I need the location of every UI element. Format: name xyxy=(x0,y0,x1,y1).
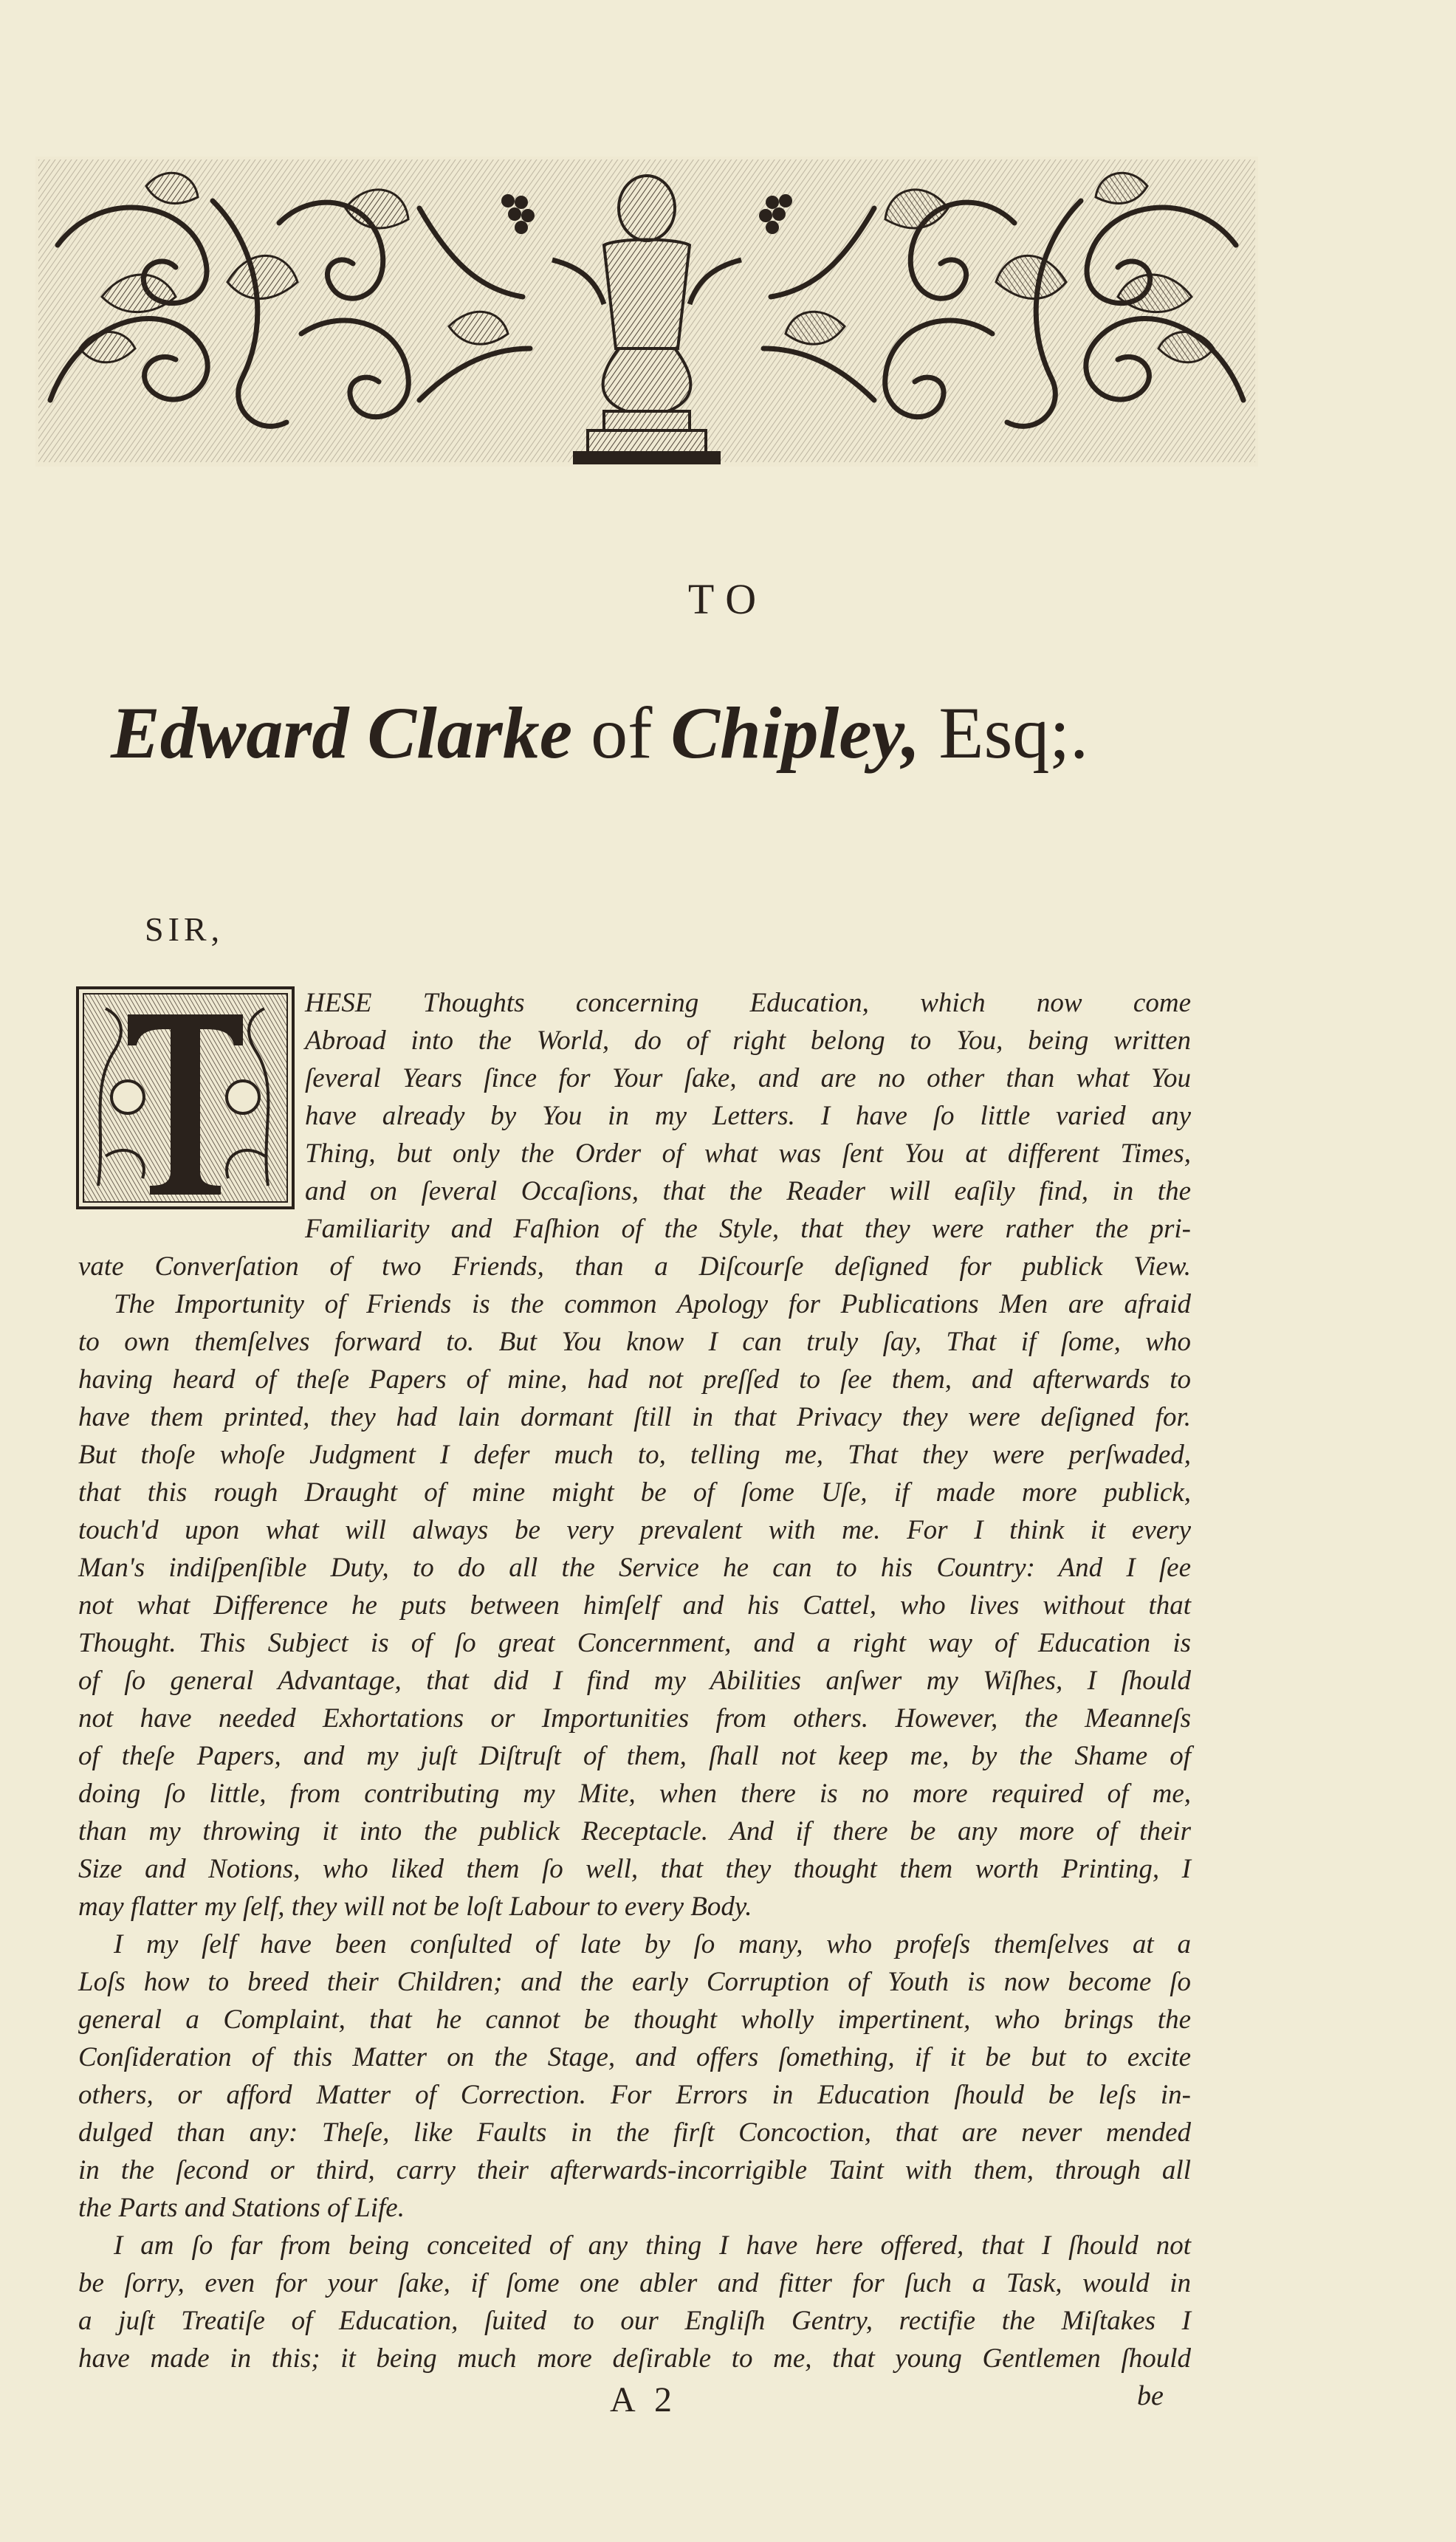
text-line: than my throwing it into the publick Receptacle. And if there be any more of their xyxy=(78,1816,1191,1847)
text-line: Loſs how to breed their Children; and the early Corruption of Youth is now become ſo xyxy=(78,1967,1191,1997)
text-line: a juſt Treatiſe of Education, ſuited to our Engliſh Gentry, rectifie the Miſtakes I xyxy=(78,2306,1191,2336)
text-line: But thoſe whoſe Judgment I defer much to, telling me, That they were perſwaded, xyxy=(78,1440,1191,1470)
text-line: have already by You in my Letters. I have ſo little varied any xyxy=(305,1101,1191,1131)
text-line: general a Complaint, that he cannot be thought wholly impertinent, who brings the xyxy=(78,2005,1191,2035)
text-line: of theſe Papers, and my juſt Diſtruſt of them, ſhall not keep me, by the Shame of xyxy=(78,1741,1191,1771)
text-line: to own themſelves forward to. But You know I can truly ſay, That if ſome, who xyxy=(78,1327,1191,1357)
text-line: Familiarity and Faſhion of the Style, that they were rather the pri- xyxy=(305,1214,1191,1244)
text-line: the Parts and Stations of Life. xyxy=(78,2193,405,2223)
text-line: Man's indiſpenſible Duty, to do all the Service he can to his Country: And I ſee xyxy=(78,1553,1191,1583)
text-line: in the ſecond or third, carry their afterwards-incorrigible Taint with them, through all xyxy=(78,2155,1191,2185)
text-line: having heard of theſe Papers of mine, had not preſſed to ſee them, and afterwards to xyxy=(78,1364,1191,1395)
text-line: Thing, but only the Order of what was ſent You at different Times, xyxy=(305,1138,1191,1169)
text-line: Abroad into the World, do of right belong to You, being written xyxy=(305,1026,1191,1056)
dedicatee-place: Chipley, xyxy=(670,692,921,774)
dedication-to: TO xyxy=(687,575,769,623)
text-line: not what Difference he puts between himſelf and his Cattel, who lives without that xyxy=(78,1590,1191,1621)
catchword: be xyxy=(1137,2380,1164,2411)
text-line: others, or afford Matter of Correction. For Errors in Education ſhould be leſs in- xyxy=(78,2080,1191,2110)
text-line: not have needed Exhortations or Importunities from others. However, the Meanneſs xyxy=(78,1703,1191,1734)
text-line: Thought. This Subject is of ſo great Concernment, and a right way of Education is xyxy=(78,1628,1191,1658)
text-line: that this rough Draught of mine might be of ſome Uſe, if made more publick, xyxy=(78,1477,1191,1508)
signature-mark: A 2 xyxy=(610,2380,679,2419)
dedicatee-of: of xyxy=(591,692,653,774)
text-line: I am ſo far from being conceited of any thing I have here offered, that I ſhould not xyxy=(114,2230,1191,2261)
text-line: dulged than any: Theſe, like Faults in the firſt Concoction, that are never mended xyxy=(78,2117,1191,2148)
text-line: Conſideration of this Matter on the Stage, and offers ſomething, if it be but to excite xyxy=(78,2042,1191,2072)
text-line: of ſo general Advantage, that did I find my Abilities anſwer my Wiſhes, I ſhould xyxy=(78,1666,1191,1696)
text-line: and on ſeveral Occaſions, that the Reader will eaſily find, in the xyxy=(305,1176,1191,1206)
text-line: Size and Notions, who liked them ſo well, that they thought them worth Printing, I xyxy=(78,1854,1191,1884)
text-line: may flatter my ſelf, they will not be loſt Labour to every Body. xyxy=(78,1892,752,1922)
text-line: touch'd upon what will always be very prevalent with me. For I think it every xyxy=(78,1515,1191,1545)
dedicatee-title: Esq;. xyxy=(938,692,1089,774)
text-line: have made in this; it being much more deſirable to me, that young Gentlemen ſhould xyxy=(78,2343,1191,2374)
text-line: The Importunity of Friends is the common Apology for Publications Men are afraid xyxy=(114,1289,1191,1319)
salutation: SIR, xyxy=(145,910,224,948)
text-line: ſeveral Years ſince for Your ſake, and are no other than what You xyxy=(305,1063,1191,1093)
text-line: be ſorry, even for your ſake, if ſome one abler and fitter for ſuch a Task, would in xyxy=(78,2268,1191,2298)
text-line: I my ſelf have been conſulted of late by ſo many, who profeſs themſelves at a xyxy=(114,1929,1191,1959)
text-line: have them printed, they had lain dormant ſtill in that Privacy they were deſigned for. xyxy=(78,1402,1191,1432)
text-line: vate Converſation of two Friends, than a Diſcourſe deſigned for publick View. xyxy=(78,1251,1191,1282)
text-line: HESE Thoughts concerning Education, which now come xyxy=(305,988,1191,1018)
text-line: doing ſo little, from contributing my Mite, when there is no more required of me, xyxy=(78,1779,1191,1809)
dedicatee-name: Edward Clarke xyxy=(111,692,573,774)
